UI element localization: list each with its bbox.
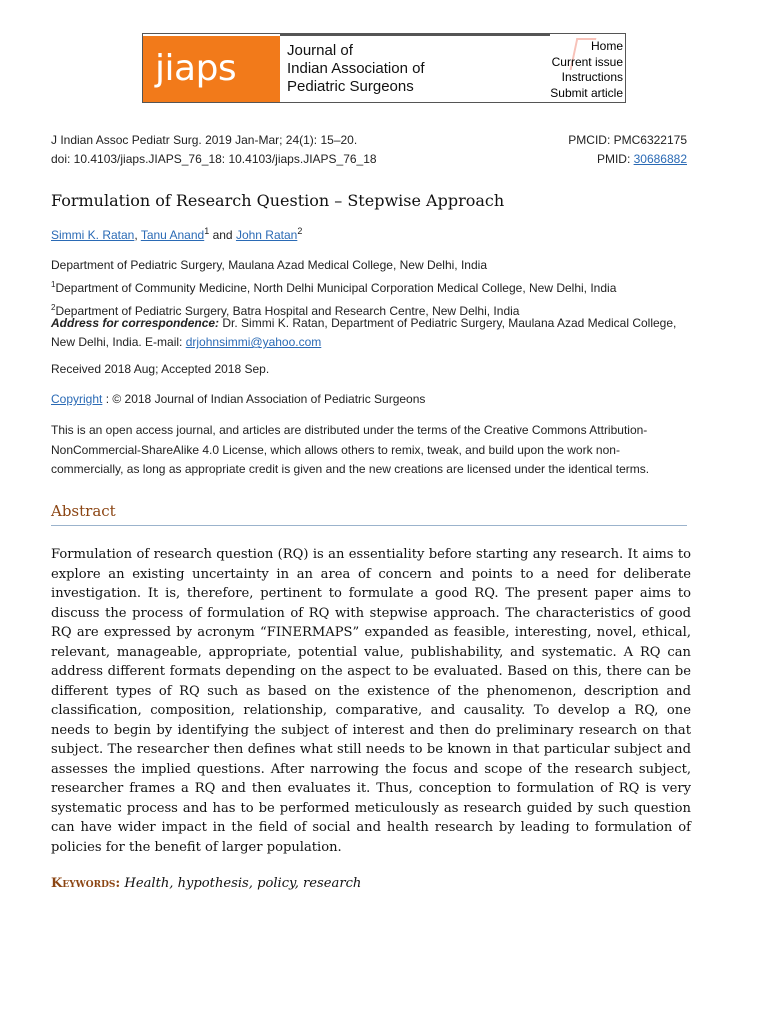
abstract-divider	[51, 525, 687, 526]
journal-banner	[142, 33, 626, 103]
correspondence	[51, 314, 691, 352]
affiliation-text: Department of Pediatric Surgery, Batra Hospital and Research Centre, New Delhi, India	[55, 304, 520, 318]
nav-current-issue-link[interactable]: Current issue	[551, 54, 623, 69]
pmid-label: PMID:	[596, 152, 634, 166]
author-affil-sup: 1	[204, 226, 210, 236]
author-list	[51, 226, 302, 242]
correspondence-text: Dr. Simmi K. Ratan, Department of Pediatric Surgery, Maulana Azad Medical College, New Delhi, India. E-mail:	[51, 316, 677, 349]
journal-name-line: Journal of	[287, 42, 353, 59]
correspondence-label: Address for correspondence:	[51, 316, 220, 330]
affiliation-item	[51, 275, 691, 298]
nav-submit-article-link[interactable]: Submit article	[550, 85, 623, 100]
copyright-line	[51, 392, 425, 406]
abstract-heading: Abstract	[51, 502, 116, 520]
pmcid: PMCID: PMC6322175	[568, 133, 687, 147]
pmid-link[interactable]: 30686882	[633, 152, 687, 166]
author-and: and	[209, 228, 236, 242]
journal-name	[287, 42, 487, 96]
copyright-link[interactable]: Copyright	[51, 392, 103, 406]
license-text: This is an open access journal, and articles are distributed under the terms of the Creative Commons Attribution-NonCommercial-ShareAlike 4.0 License, which allows others to remix, tweak, and build upon the work non-commercially, as long as appropriate credit is given and the new creations are licensed under the identical terms.	[51, 423, 650, 476]
article-title: Formulation of Research Question – Stepwise Approach	[51, 191, 505, 210]
affiliation-text: Department of Pediatric Surgery, Maulana Azad Medical College, New Delhi, India	[51, 258, 487, 272]
author-affil-sup: 2	[297, 226, 303, 236]
copyright-text: : © 2018 Journal of Indian Association of Pediatric Surgeons	[102, 392, 426, 406]
keywords-list: Health, hypothesis, policy, research	[124, 876, 362, 891]
doi: doi: 10.4103/jiaps.JIAPS_76_18: 10.4103/jiaps.JIAPS_76_18	[51, 152, 377, 166]
banner-top-line	[280, 34, 550, 36]
banner-nav	[550, 39, 623, 101]
abstract-body: Formulation of research question (RQ) is an essentiality before starting any research. It aims to explore an existing uncertainty in an area of concern and points to a need for deliberate investigation. It is, therefore, pertinent to formulate a good RQ. The present paper aims to discuss the process of formulation of RQ with stepwise approach. The characteristics of good RQ are expressed by acronym “FINERMAPS” expanded as feasible, interesting, novel, ethical, relevant, manageable, appropriate, potential value, publishability, and systematic. A RQ can address different formats depending on the aspect to be evaluated. Based on this, there can be different types of RQ such as based on the existence of the phenomenon, description and classification, composition, relationship, comparative, and causality. To develop a RQ, one needs to begin by identifying the subject of interest and then do preliminary research on that subject. The researcher then defines what still needs to be known in that particular subject and assesses the implied questions. After narrowing the focus and scope of the research subject, researcher frames a RQ and then evaluates it. Thus, conception to formulation of RQ is very systematic process and has to be performed meticulously as research guided by such question can have wider impact in the field of social and health research by leading to formulation of policies for the benefit of larger population.	[51, 547, 691, 855]
author-link[interactable]: Tanu Anand	[140, 228, 205, 242]
citation-info	[51, 131, 377, 169]
journal-reference: J Indian Assoc Pediatr Surg. 2019 Jan-Mar; 24(1): 15–20.	[51, 133, 358, 147]
author-link[interactable]: Simmi K. Ratan	[51, 228, 135, 242]
affiliations	[51, 256, 691, 321]
affiliation-sup: 1	[51, 280, 56, 289]
journal-logo[interactable]	[143, 36, 280, 102]
nav-instructions-link[interactable]: Instructions	[561, 70, 623, 84]
nav-home-link[interactable]: Home	[590, 39, 623, 53]
author-link[interactable]: John Ratan	[235, 228, 298, 242]
affiliation-sup: 2	[51, 303, 56, 312]
received-dates: Received 2018 Aug; Accepted 2018 Sep.	[51, 362, 270, 376]
affiliation-text: Department of Community Medicine, North Delhi Municipal Corporation Medical College, New Delhi, India	[55, 281, 617, 295]
author-separator: ,	[134, 228, 141, 242]
citation-ids	[568, 131, 687, 169]
logo-text: jiaps	[155, 48, 237, 89]
affiliation-item	[51, 256, 691, 275]
pmid-line	[568, 150, 687, 169]
journal-name-line: Indian Association of	[287, 60, 425, 77]
email-link[interactable]: drjohnsimmi@yahoo.com	[185, 335, 322, 349]
journal-name-line: Pediatric Surgeons	[287, 78, 414, 95]
keywords-label: Keywords:	[51, 876, 121, 891]
keywords	[51, 876, 361, 891]
